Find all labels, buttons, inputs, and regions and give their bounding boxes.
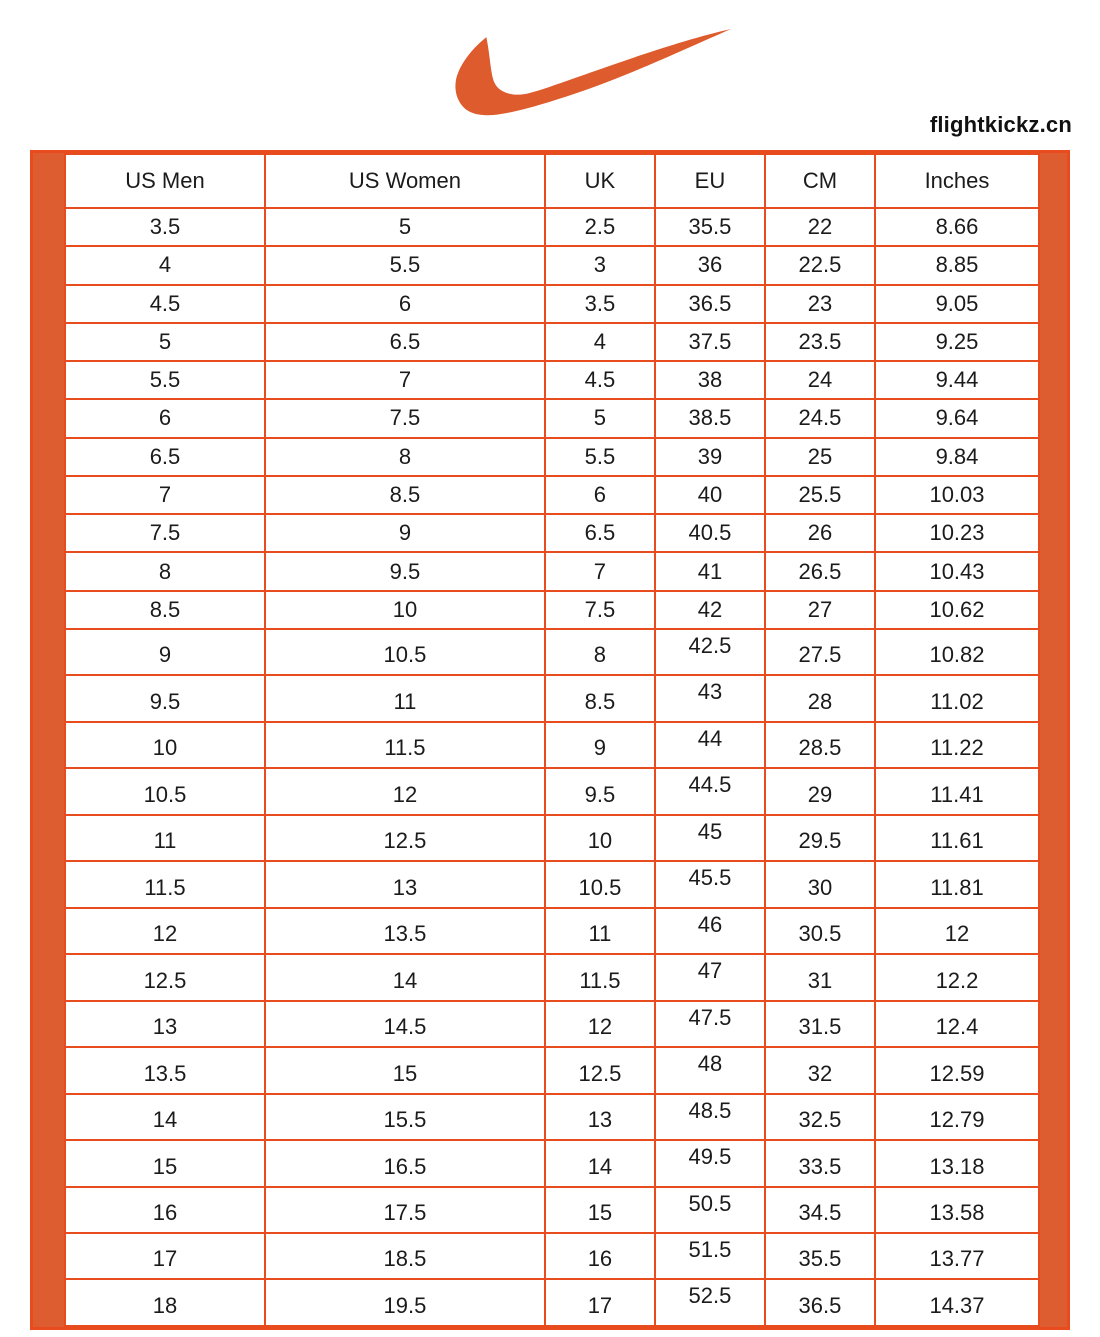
size-cell: 49.5 <box>655 1140 765 1186</box>
size-cell: 12.59 <box>875 1047 1039 1093</box>
size-cell: 23.5 <box>765 323 875 361</box>
size-cell: 24 <box>765 361 875 399</box>
size-cell: 6 <box>265 285 545 323</box>
size-cell: 46 <box>655 908 765 954</box>
size-cell: 15 <box>65 1140 265 1186</box>
size-cell: 9.84 <box>875 438 1039 476</box>
size-cell: 11.02 <box>875 675 1039 721</box>
table-row <box>65 954 1039 1000</box>
table-row <box>65 323 1039 361</box>
size-cell: 17 <box>545 1279 655 1326</box>
size-cell: 6.5 <box>65 438 265 476</box>
size-cell: 36.5 <box>655 285 765 323</box>
size-cell: 11.81 <box>875 861 1039 907</box>
size-cell: 10.03 <box>875 476 1039 514</box>
size-cell: 40 <box>655 476 765 514</box>
size-cell: 8 <box>545 629 655 675</box>
table-row <box>65 1140 1039 1186</box>
size-cell: 12.5 <box>265 815 545 861</box>
size-chart-body <box>65 208 1039 1326</box>
size-chart-frame <box>30 150 1070 1330</box>
size-cell: 14.37 <box>875 1279 1039 1326</box>
size-cell: 8.5 <box>265 476 545 514</box>
size-cell: 10.5 <box>545 861 655 907</box>
size-cell: 44.5 <box>655 768 765 814</box>
size-cell: 8.5 <box>65 591 265 629</box>
size-cell: 8.85 <box>875 246 1039 284</box>
size-cell: 27.5 <box>765 629 875 675</box>
size-cell: 17 <box>65 1233 265 1279</box>
size-cell: 31 <box>765 954 875 1000</box>
size-cell: 35.5 <box>765 1233 875 1279</box>
size-cell: 13 <box>65 1001 265 1047</box>
size-cell: 7 <box>265 361 545 399</box>
size-cell: 11.5 <box>545 954 655 1000</box>
table-row <box>65 722 1039 768</box>
size-cell: 3.5 <box>545 285 655 323</box>
size-cell: 52.5 <box>655 1279 765 1326</box>
size-cell: 6.5 <box>265 323 545 361</box>
size-cell: 11.22 <box>875 722 1039 768</box>
size-cell: 18 <box>65 1279 265 1326</box>
size-cell: 7.5 <box>545 591 655 629</box>
column-header-uk: UK <box>545 154 655 208</box>
column-header-cm: CM <box>765 154 875 208</box>
size-cell: 30 <box>765 861 875 907</box>
size-cell: 27 <box>765 591 875 629</box>
size-cell: 12.79 <box>875 1094 1039 1140</box>
size-cell: 8.5 <box>545 675 655 721</box>
size-cell: 7 <box>65 476 265 514</box>
nike-swoosh-logo <box>453 26 731 121</box>
table-row <box>65 208 1039 246</box>
size-cell: 2.5 <box>545 208 655 246</box>
size-cell: 9 <box>65 629 265 675</box>
size-cell: 9.25 <box>875 323 1039 361</box>
size-chart-header <box>65 154 1039 208</box>
size-cell: 43 <box>655 675 765 721</box>
table-row <box>65 438 1039 476</box>
size-cell: 38 <box>655 361 765 399</box>
size-cell: 26.5 <box>765 552 875 590</box>
table-row <box>65 591 1039 629</box>
size-cell: 12.4 <box>875 1001 1039 1047</box>
size-cell: 13.58 <box>875 1187 1039 1233</box>
size-cell: 19.5 <box>265 1279 545 1326</box>
column-header-eu: EU <box>655 154 765 208</box>
table-row <box>65 861 1039 907</box>
table-row <box>65 246 1039 284</box>
column-header-inches: Inches <box>875 154 1039 208</box>
table-row <box>65 1094 1039 1140</box>
size-cell: 15 <box>545 1187 655 1233</box>
size-cell: 8 <box>265 438 545 476</box>
size-cell: 9.5 <box>545 768 655 814</box>
table-row <box>65 399 1039 437</box>
table-row <box>65 1233 1039 1279</box>
size-cell: 8.66 <box>875 208 1039 246</box>
size-cell: 9.44 <box>875 361 1039 399</box>
size-cell: 12 <box>545 1001 655 1047</box>
table-row <box>65 1279 1039 1326</box>
size-cell: 4.5 <box>545 361 655 399</box>
size-cell: 10.43 <box>875 552 1039 590</box>
size-cell: 12 <box>875 908 1039 954</box>
size-cell: 5.5 <box>265 246 545 284</box>
size-cell: 29.5 <box>765 815 875 861</box>
size-cell: 25 <box>765 438 875 476</box>
size-cell: 30.5 <box>765 908 875 954</box>
size-cell: 10.62 <box>875 591 1039 629</box>
size-cell: 13.5 <box>65 1047 265 1093</box>
size-cell: 45.5 <box>655 861 765 907</box>
size-cell: 15 <box>265 1047 545 1093</box>
size-cell: 9 <box>265 514 545 552</box>
column-header-us-men: US Men <box>65 154 265 208</box>
size-cell: 11 <box>65 815 265 861</box>
size-cell: 47.5 <box>655 1001 765 1047</box>
size-cell: 10 <box>65 722 265 768</box>
size-cell: 41 <box>655 552 765 590</box>
size-cell: 9.64 <box>875 399 1039 437</box>
table-row <box>65 1001 1039 1047</box>
size-cell: 8 <box>65 552 265 590</box>
size-cell: 14 <box>65 1094 265 1140</box>
size-cell: 13 <box>545 1094 655 1140</box>
site-watermark: flightkickz.cn <box>929 112 1072 137</box>
size-cell: 47 <box>655 954 765 1000</box>
table-row <box>65 285 1039 323</box>
size-cell: 16 <box>545 1233 655 1279</box>
size-cell: 9 <box>545 722 655 768</box>
size-cell: 35.5 <box>655 208 765 246</box>
size-cell: 10.82 <box>875 629 1039 675</box>
size-cell: 7 <box>545 552 655 590</box>
size-cell: 11.5 <box>265 722 545 768</box>
size-cell: 5.5 <box>65 361 265 399</box>
size-cell: 24.5 <box>765 399 875 437</box>
size-cell: 31.5 <box>765 1001 875 1047</box>
table-row <box>65 476 1039 514</box>
size-cell: 18.5 <box>265 1233 545 1279</box>
size-cell: 12.2 <box>875 954 1039 1000</box>
size-cell: 14 <box>265 954 545 1000</box>
size-cell: 14.5 <box>265 1001 545 1047</box>
table-row <box>65 675 1039 721</box>
size-cell: 10 <box>265 591 545 629</box>
size-cell: 5 <box>545 399 655 437</box>
size-cell: 33.5 <box>765 1140 875 1186</box>
size-cell: 12.5 <box>65 954 265 1000</box>
size-cell: 32.5 <box>765 1094 875 1140</box>
size-cell: 4.5 <box>65 285 265 323</box>
size-cell: 16 <box>65 1187 265 1233</box>
size-cell: 28.5 <box>765 722 875 768</box>
size-cell: 26 <box>765 514 875 552</box>
table-row <box>65 552 1039 590</box>
size-cell: 4 <box>65 246 265 284</box>
size-cell: 12 <box>265 768 545 814</box>
size-cell: 39 <box>655 438 765 476</box>
table-row <box>65 1047 1039 1093</box>
column-header-us-women: US Women <box>265 154 545 208</box>
header-row <box>65 154 1039 208</box>
size-cell: 15.5 <box>265 1094 545 1140</box>
table-row <box>65 1187 1039 1233</box>
size-cell: 11.41 <box>875 768 1039 814</box>
table-row <box>65 815 1039 861</box>
table-row <box>65 361 1039 399</box>
size-cell: 12 <box>65 908 265 954</box>
size-cell: 9.05 <box>875 285 1039 323</box>
size-cell: 3 <box>545 246 655 284</box>
size-cell: 29 <box>765 768 875 814</box>
size-cell: 11.5 <box>65 861 265 907</box>
size-cell: 38.5 <box>655 399 765 437</box>
size-cell: 34.5 <box>765 1187 875 1233</box>
size-cell: 11 <box>545 908 655 954</box>
size-cell: 42 <box>655 591 765 629</box>
size-cell: 22 <box>765 208 875 246</box>
size-cell: 7.5 <box>265 399 545 437</box>
size-cell: 36.5 <box>765 1279 875 1326</box>
size-cell: 7.5 <box>65 514 265 552</box>
size-cell: 3.5 <box>65 208 265 246</box>
size-cell: 45 <box>655 815 765 861</box>
size-cell: 6 <box>545 476 655 514</box>
size-cell: 17.5 <box>265 1187 545 1233</box>
table-row <box>65 514 1039 552</box>
size-cell: 13.77 <box>875 1233 1039 1279</box>
size-cell: 14 <box>545 1140 655 1186</box>
size-cell: 36 <box>655 246 765 284</box>
size-cell: 13 <box>265 861 545 907</box>
size-cell: 6.5 <box>545 514 655 552</box>
size-cell: 37.5 <box>655 323 765 361</box>
left-orange-bar <box>33 153 64 1327</box>
size-cell: 6 <box>65 399 265 437</box>
size-cell: 22.5 <box>765 246 875 284</box>
size-cell: 11 <box>265 675 545 721</box>
size-cell: 48.5 <box>655 1094 765 1140</box>
size-cell: 9.5 <box>65 675 265 721</box>
size-cell: 32 <box>765 1047 875 1093</box>
size-cell: 10 <box>545 815 655 861</box>
size-cell: 10.5 <box>65 768 265 814</box>
size-cell: 5 <box>65 323 265 361</box>
size-cell: 10.5 <box>265 629 545 675</box>
size-cell: 13.18 <box>875 1140 1039 1186</box>
table-row <box>65 908 1039 954</box>
size-cell: 12.5 <box>545 1047 655 1093</box>
size-cell: 25.5 <box>765 476 875 514</box>
size-cell: 16.5 <box>265 1140 545 1186</box>
size-cell: 44 <box>655 722 765 768</box>
size-cell: 50.5 <box>655 1187 765 1233</box>
size-cell: 42.5 <box>655 629 765 675</box>
right-orange-bar <box>1040 153 1067 1327</box>
size-cell: 11.61 <box>875 815 1039 861</box>
size-cell: 13.5 <box>265 908 545 954</box>
size-chart-table <box>64 153 1040 1327</box>
size-cell: 23 <box>765 285 875 323</box>
size-cell: 28 <box>765 675 875 721</box>
size-cell: 51.5 <box>655 1233 765 1279</box>
table-row <box>65 768 1039 814</box>
size-cell: 4 <box>545 323 655 361</box>
size-cell: 48 <box>655 1047 765 1093</box>
size-cell: 5 <box>265 208 545 246</box>
size-cell: 9.5 <box>265 552 545 590</box>
size-cell: 5.5 <box>545 438 655 476</box>
size-cell: 40.5 <box>655 514 765 552</box>
table-row <box>65 629 1039 675</box>
size-cell: 10.23 <box>875 514 1039 552</box>
